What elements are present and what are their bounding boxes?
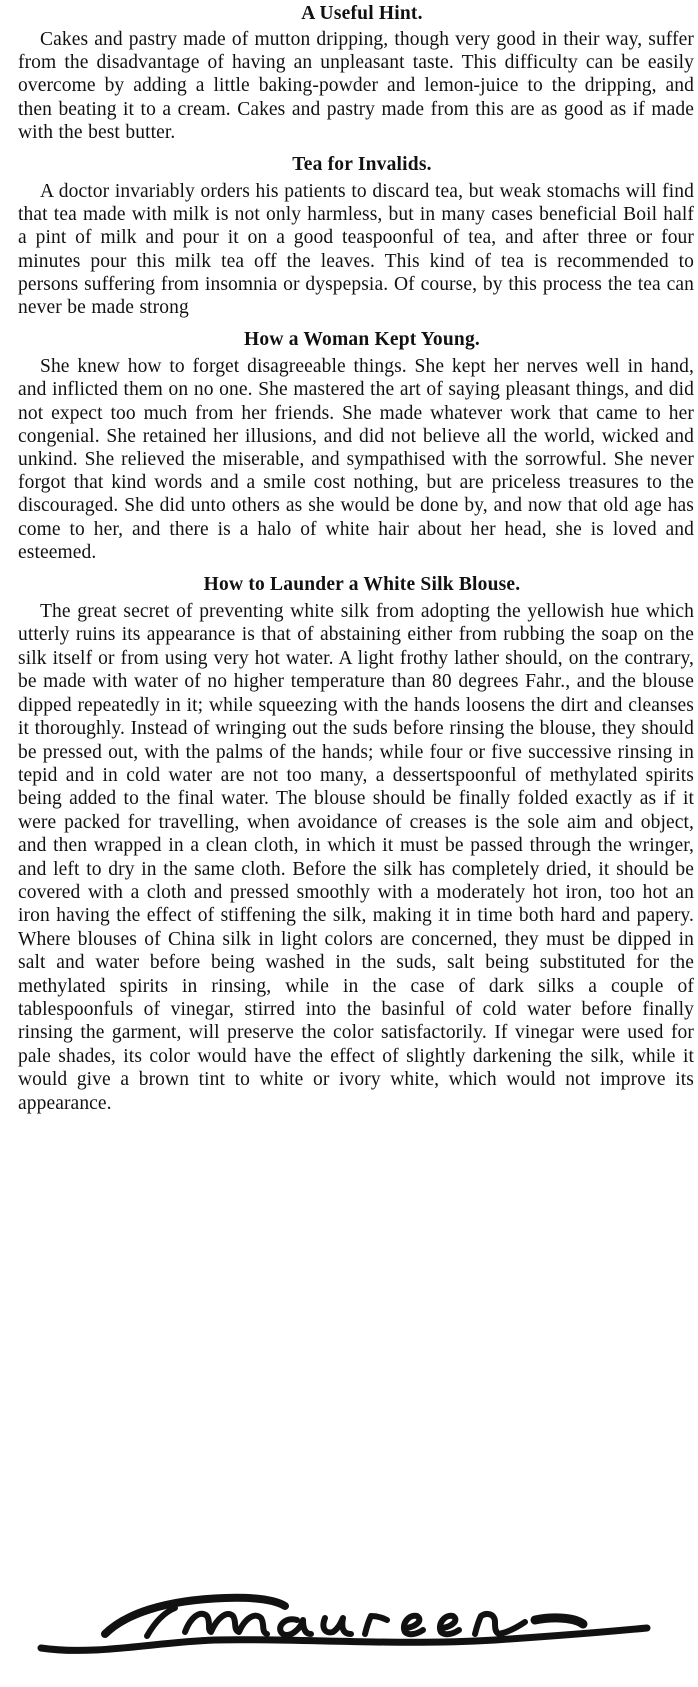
section-tea-for-invalids <box>18 150 696 319</box>
article-page <box>18 0 696 1121</box>
section-launder-silk-blouse <box>18 570 696 1115</box>
section-body: Cakes and pastry made of mutton dripping, though very good in their way, suffer from the disadvantage of having an unpleasant taste. This difficulty can be easily overcome by adding a little baking-powder and lemon-juice to the dripping, and then beating it to a cream. Cakes and pastry made from this are as good as if made with the best butter. <box>18 29 694 143</box>
author-signature <box>35 1586 655 1664</box>
section-woman-kept-young <box>18 325 696 564</box>
section-heading: How to Launder a White Silk Blouse. <box>203 574 521 596</box>
signature-handwriting <box>35 1586 655 1664</box>
section-heading: Tea for Invalids. <box>292 154 432 176</box>
section-heading: A Useful Hint. <box>301 3 423 24</box>
section-heading: How a Woman Kept Young. <box>244 329 480 351</box>
section-body: A doctor invariably orders his patients to discard tea, but weak stomachs will find that tea made with milk is not only harmless, but in many cases beneficial Boil half a pint of milk and pour it on a good teaspoonful of tea, and after three or four minutes pour this milk tea off the leaves. This kind of tea is recommended to persons suffering from insomnia or dyspepsia. Of course, by this process the tea can never be made strong <box>18 181 694 319</box>
section-body: The great secret of preventing white silk from adopting the yellowish hue which utterly ruins its appearance is that of abstaining either from rubbing the soap on the silk itself or from using very hot water. A light frothy lather should, on the contrary, be made with water of no higher temperature than 80 degrees Fahr., and the blouse dipped repeatedly in it; while squeezing with the hands loosens the dirt and cleanses it thoroughly. Instead of wringing out the suds before rinsing the blouse, they should be pressed out, with the palms of the hands; while four or five successive rinsing in tepid and in cold water are not too many, a dessertspoonful of methylated spirits being added to the final water. The blouse should be finally folded exactly as if it were packed for travelling, when avoidance of creases is the sole aim and object, and then wrapped in a clean cloth, in which it must be passed through the wringer, and left to dry in the same cloth. Before the silk has completely dried, it should be covered with a cloth and pressed smoothly with a moderately hot iron, too hot an iron having the effect of stiffening the silk, making it in time both hard and papery. Where blouses of China silk in light colors are concerned, they must be dipped in salt and water before being washed in the suds, salt being substituted for the methylated spirits in rinsing, while in the case of dark silks a couple of tablespoonfuls of vinegar, stirred into the basinful of cold water before finally rinsing the garment, will preserve the color satisfactorily. If vinegar were used for pale shades, its color would have the effect of slightly darkening the silk, while it would give a brown tint to white or ivory white, which would not improve its appearance. <box>18 601 694 1114</box>
section-body: She knew how to forget disagreeable things. She kept her nerves well in hand, and inflicted them on no one. She mastered the art of saying pleasant things, and did not expect too much from her friends. She made whatever work that came to her congenial. She retained her illusions, and did not believe all the world, wicked and unkind. She relieved the miserable, and sympathised with the sorrowful. She never forgot that kind words and a smile cost nothing, but are priceless treasures to the discouraged. She did unto others as she would be done by, and now that old age has come to her, and there is a halo of white hair about her head, she is loved and esteemed. <box>18 356 694 563</box>
section-useful-hint <box>18 0 696 144</box>
